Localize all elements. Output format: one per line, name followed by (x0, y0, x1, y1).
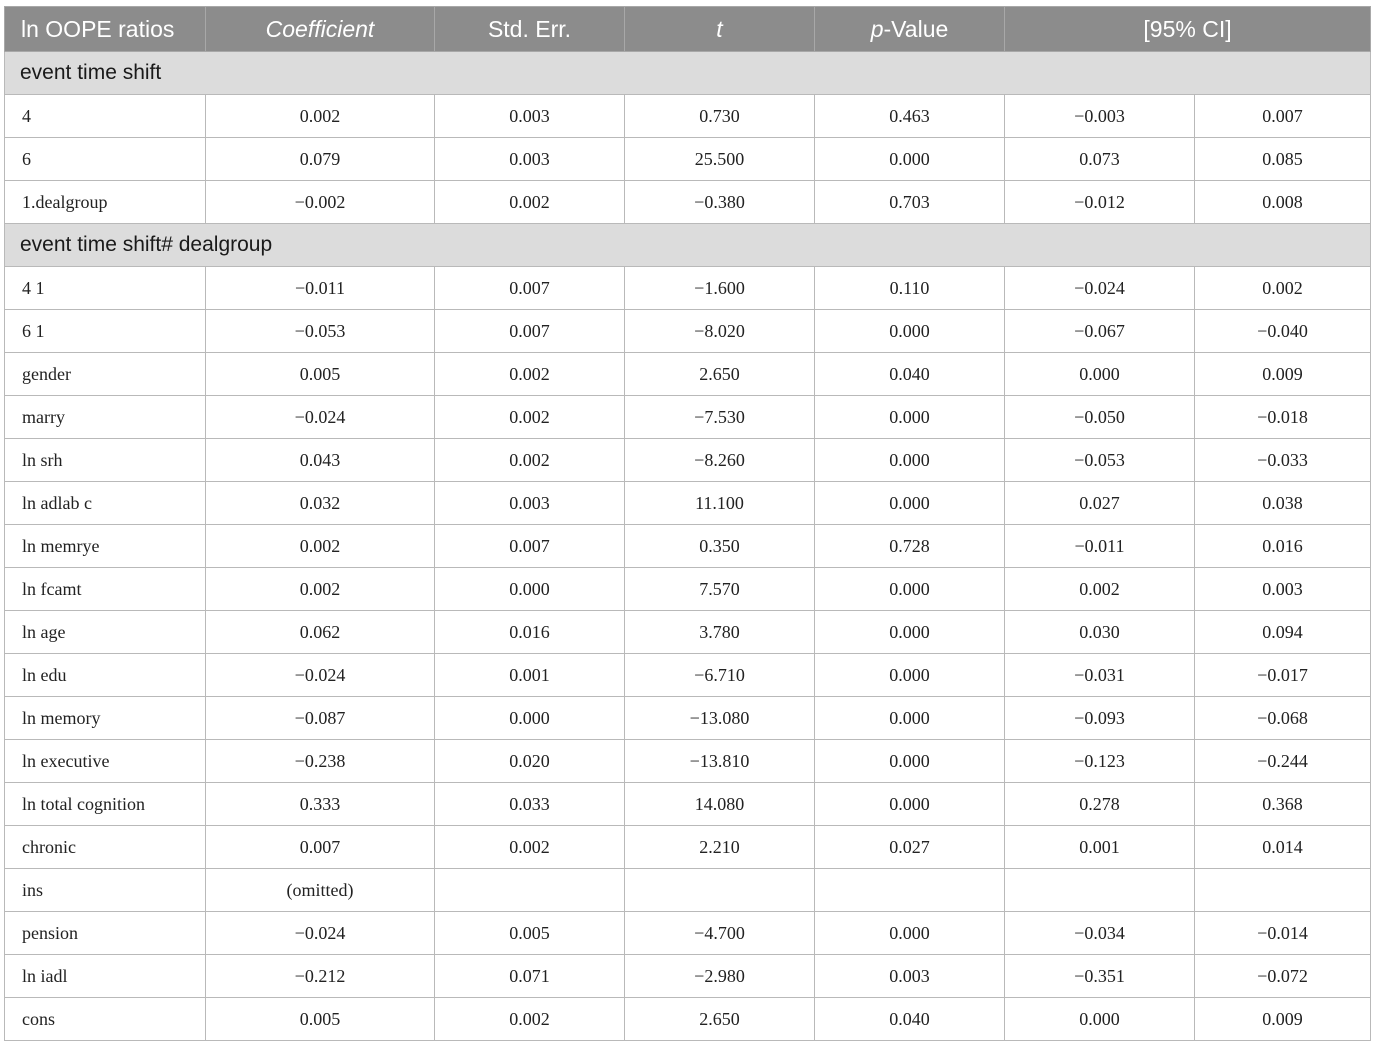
std-err-cell: 0.007 (435, 525, 625, 568)
ci-lower-cell: 0.002 (1005, 568, 1195, 611)
p-value-cell: 0.000 (815, 783, 1005, 826)
p-value-cell: 0.040 (815, 998, 1005, 1041)
ci-lower-cell: −0.011 (1005, 525, 1195, 568)
table-row (5, 267, 1371, 310)
col-header-coefficient: Coefficient (206, 7, 435, 52)
coefficient-cell: 0.043 (206, 439, 435, 482)
col-header-t: t (625, 7, 815, 52)
p-value-cell: 0.000 (815, 654, 1005, 697)
p-value-cell: 0.000 (815, 396, 1005, 439)
std-err-cell: 0.000 (435, 697, 625, 740)
row-label: ln total cognition (5, 783, 206, 826)
std-err-cell: 0.002 (435, 998, 625, 1041)
table-row (5, 912, 1371, 955)
row-label: 6 1 (5, 310, 206, 353)
row-label: 1.dealgroup (5, 181, 206, 224)
ci-lower-cell: −0.067 (1005, 310, 1195, 353)
coefficient-cell: (omitted) (206, 869, 435, 912)
p-value-cell: 0.000 (815, 697, 1005, 740)
row-label: cons (5, 998, 206, 1041)
ci-upper-cell: 0.009 (1195, 353, 1371, 396)
ci-upper-cell: 0.007 (1195, 95, 1371, 138)
row-label: ln fcamt (5, 568, 206, 611)
col-header-label: ln OOPE ratios (5, 7, 206, 52)
t-cell: −1.600 (625, 267, 815, 310)
row-label: marry (5, 396, 206, 439)
row-label: ins (5, 869, 206, 912)
t-cell: −2.980 (625, 955, 815, 998)
t-cell: −8.260 (625, 439, 815, 482)
ci-lower-cell: −0.012 (1005, 181, 1195, 224)
table-row (5, 955, 1371, 998)
std-err-cell: 0.003 (435, 482, 625, 525)
row-label: 4 1 (5, 267, 206, 310)
section-header-row (5, 52, 1371, 95)
ci-upper-cell (1195, 869, 1371, 912)
p-value-cell: 0.000 (815, 611, 1005, 654)
std-err-cell: 0.003 (435, 138, 625, 181)
col-header-p-value (815, 7, 1005, 52)
ci-lower-cell: −0.031 (1005, 654, 1195, 697)
ci-lower-cell: −0.003 (1005, 95, 1195, 138)
coefficient-cell: −0.053 (206, 310, 435, 353)
table-row (5, 95, 1371, 138)
t-cell: 0.350 (625, 525, 815, 568)
std-err-cell: 0.002 (435, 439, 625, 482)
p-value-cell: 0.000 (815, 439, 1005, 482)
t-cell: −8.020 (625, 310, 815, 353)
ci-upper-cell: −0.068 (1195, 697, 1371, 740)
p-value-cell: 0.027 (815, 826, 1005, 869)
ci-upper-cell: −0.018 (1195, 396, 1371, 439)
ci-lower-cell: −0.034 (1005, 912, 1195, 955)
coefficient-cell: 0.002 (206, 525, 435, 568)
row-label: pension (5, 912, 206, 955)
std-err-cell: 0.000 (435, 568, 625, 611)
coefficient-cell: −0.212 (206, 955, 435, 998)
coefficient-cell: 0.032 (206, 482, 435, 525)
coefficient-cell: 0.005 (206, 353, 435, 396)
std-err-cell (435, 869, 625, 912)
t-cell: −13.080 (625, 697, 815, 740)
section-title: event time shift (5, 52, 1371, 95)
ci-lower-cell: 0.030 (1005, 611, 1195, 654)
ci-lower-cell: −0.053 (1005, 439, 1195, 482)
ci-upper-cell: 0.003 (1195, 568, 1371, 611)
row-label: 6 (5, 138, 206, 181)
section-header-row (5, 224, 1371, 267)
p-value-cell: 0.000 (815, 912, 1005, 955)
ci-upper-cell: −0.014 (1195, 912, 1371, 955)
coefficient-cell: 0.005 (206, 998, 435, 1041)
coefficient-cell: −0.002 (206, 181, 435, 224)
t-cell: −13.810 (625, 740, 815, 783)
table-row (5, 869, 1371, 912)
t-cell: −7.530 (625, 396, 815, 439)
row-label: ln memrye (5, 525, 206, 568)
p-value-cell: 0.003 (815, 955, 1005, 998)
row-label: ln srh (5, 439, 206, 482)
row-label: 4 (5, 95, 206, 138)
coefficient-cell: −0.087 (206, 697, 435, 740)
t-cell: 2.650 (625, 353, 815, 396)
table-body (5, 52, 1371, 1041)
p-value-cell: 0.703 (815, 181, 1005, 224)
ci-upper-cell: 0.002 (1195, 267, 1371, 310)
ci-lower-cell: 0.278 (1005, 783, 1195, 826)
col-header-ci: [95% CI] (1005, 7, 1371, 52)
table-row (5, 783, 1371, 826)
row-label: ln age (5, 611, 206, 654)
table-row (5, 826, 1371, 869)
std-err-cell: 0.002 (435, 353, 625, 396)
table-row (5, 654, 1371, 697)
table-row (5, 482, 1371, 525)
coefficient-cell: −0.011 (206, 267, 435, 310)
ci-upper-cell: 0.014 (1195, 826, 1371, 869)
p-value-cell: 0.040 (815, 353, 1005, 396)
t-cell: −6.710 (625, 654, 815, 697)
ci-lower-cell: −0.093 (1005, 697, 1195, 740)
p-value-cell (815, 869, 1005, 912)
ci-lower-cell: −0.024 (1005, 267, 1195, 310)
p-value-cell: 0.000 (815, 482, 1005, 525)
table-row (5, 181, 1371, 224)
p-value-cell: 0.728 (815, 525, 1005, 568)
ci-lower-cell (1005, 869, 1195, 912)
coefficient-cell: 0.002 (206, 95, 435, 138)
p-value-cell: 0.463 (815, 95, 1005, 138)
row-label: chronic (5, 826, 206, 869)
std-err-cell: 0.002 (435, 396, 625, 439)
ci-upper-cell: −0.040 (1195, 310, 1371, 353)
table-row (5, 740, 1371, 783)
p-value-cell: 0.000 (815, 568, 1005, 611)
coefficient-cell: −0.024 (206, 912, 435, 955)
ci-upper-cell: 0.085 (1195, 138, 1371, 181)
row-label: ln edu (5, 654, 206, 697)
coefficient-cell: 0.333 (206, 783, 435, 826)
coefficient-cell: 0.002 (206, 568, 435, 611)
t-cell: 7.570 (625, 568, 815, 611)
table-row (5, 568, 1371, 611)
regression-table (4, 6, 1371, 1041)
ci-upper-cell: −0.017 (1195, 654, 1371, 697)
t-cell (625, 869, 815, 912)
coefficient-cell: 0.007 (206, 826, 435, 869)
header-row (5, 7, 1371, 52)
ci-upper-cell: 0.008 (1195, 181, 1371, 224)
std-err-cell: 0.001 (435, 654, 625, 697)
std-err-cell: 0.007 (435, 267, 625, 310)
ci-lower-cell: 0.027 (1005, 482, 1195, 525)
ci-lower-cell: −0.123 (1005, 740, 1195, 783)
coefficient-cell: 0.079 (206, 138, 435, 181)
row-label: ln adlab c (5, 482, 206, 525)
std-err-cell: 0.002 (435, 826, 625, 869)
table-row (5, 611, 1371, 654)
table-row (5, 138, 1371, 181)
p-value-cell: 0.000 (815, 138, 1005, 181)
t-cell: 25.500 (625, 138, 815, 181)
ci-upper-cell: −0.244 (1195, 740, 1371, 783)
t-cell: 3.780 (625, 611, 815, 654)
std-err-cell: 0.002 (435, 181, 625, 224)
table-row (5, 439, 1371, 482)
p-value-cell: 0.110 (815, 267, 1005, 310)
std-err-cell: 0.020 (435, 740, 625, 783)
std-err-cell: 0.007 (435, 310, 625, 353)
t-cell: −4.700 (625, 912, 815, 955)
section-title: event time shift# dealgroup (5, 224, 1371, 267)
t-cell: −0.380 (625, 181, 815, 224)
row-label: ln iadl (5, 955, 206, 998)
p-italic: p (870, 15, 884, 42)
t-cell: 0.730 (625, 95, 815, 138)
std-err-cell: 0.071 (435, 955, 625, 998)
coefficient-cell: −0.238 (206, 740, 435, 783)
ci-lower-cell: 0.000 (1005, 998, 1195, 1041)
coefficient-cell: −0.024 (206, 654, 435, 697)
row-label: ln memory (5, 697, 206, 740)
ci-lower-cell: 0.000 (1005, 353, 1195, 396)
coefficient-cell: 0.062 (206, 611, 435, 654)
row-label: gender (5, 353, 206, 396)
ci-lower-cell: 0.001 (1005, 826, 1195, 869)
ci-upper-cell: 0.016 (1195, 525, 1371, 568)
t-cell: 11.100 (625, 482, 815, 525)
ci-upper-cell: −0.072 (1195, 955, 1371, 998)
std-err-cell: 0.003 (435, 95, 625, 138)
p-value-suffix: -Value (883, 15, 949, 42)
p-value-cell: 0.000 (815, 740, 1005, 783)
table-row (5, 310, 1371, 353)
t-cell: 14.080 (625, 783, 815, 826)
ci-upper-cell: 0.368 (1195, 783, 1371, 826)
t-cell: 2.650 (625, 998, 815, 1041)
ci-upper-cell: −0.033 (1195, 439, 1371, 482)
table-row (5, 396, 1371, 439)
col-header-std-err: Std. Err. (435, 7, 625, 52)
table-row (5, 697, 1371, 740)
row-label: ln executive (5, 740, 206, 783)
t-cell: 2.210 (625, 826, 815, 869)
table-row (5, 998, 1371, 1041)
ci-lower-cell: −0.351 (1005, 955, 1195, 998)
table-row (5, 525, 1371, 568)
std-err-cell: 0.016 (435, 611, 625, 654)
ci-lower-cell: −0.050 (1005, 396, 1195, 439)
std-err-cell: 0.005 (435, 912, 625, 955)
p-value-cell: 0.000 (815, 310, 1005, 353)
ci-lower-cell: 0.073 (1005, 138, 1195, 181)
std-err-cell: 0.033 (435, 783, 625, 826)
ci-upper-cell: 0.038 (1195, 482, 1371, 525)
ci-upper-cell: 0.094 (1195, 611, 1371, 654)
table-row (5, 353, 1371, 396)
coefficient-cell: −0.024 (206, 396, 435, 439)
ci-upper-cell: 0.009 (1195, 998, 1371, 1041)
